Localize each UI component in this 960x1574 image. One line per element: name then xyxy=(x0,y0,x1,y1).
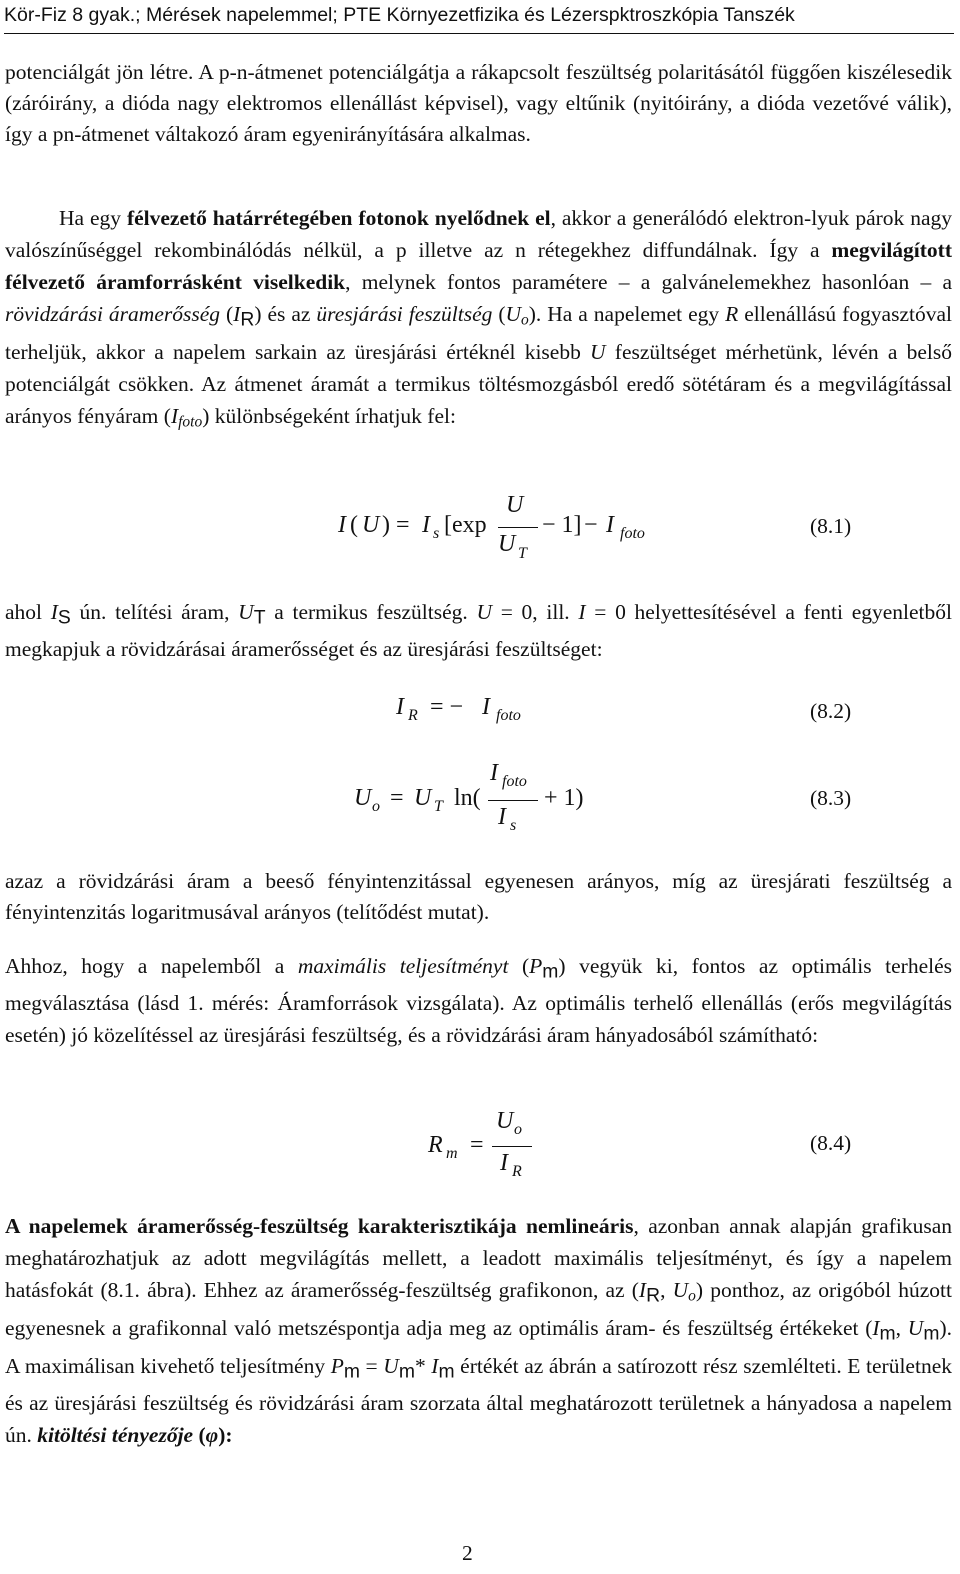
equation-number-8-1: (8.1) xyxy=(810,514,852,538)
paragraph-saturation-current: ahol IS ún. telítési áram, UT a termikus feszültség. U = 0, ill. I = 0 helyettesítésével a fenti egyenletből megkapjuk a rövidzárásai áramerősséget és az üresjárási feszültséget: xyxy=(5,600,952,662)
equation-number-8-3: (8.3) xyxy=(810,786,852,810)
equation-8-4: R m = U o I R xyxy=(424,1106,564,1188)
equation-8-2: I R = − I foto xyxy=(396,694,521,724)
paragraph-maximum-power: Ahhoz, hogy a napelemből a maximális teljesítményt (Pm) vegyük ki, fontos az optimális terhelés megválasztása (lásd 1. mérés: Áramforrások vizsgálata). Az optimális terhelő ellenállás (erős megvilágítás esetén) jó közelítéssel az üresjárási feszültség, és a rövidzárási áram hányadosából számítható: xyxy=(5,954,952,1048)
header-rule xyxy=(4,33,954,34)
running-header: Kör-Fiz 8 gyak.; Mérések napelemmel; PTE Környezetfizika és Lézerspktroszkópia Tanszék xyxy=(4,4,795,26)
page-number: 2 xyxy=(462,1541,473,1565)
paragraph-pn-junction: potenciálgát jön létre. A p-n-átmenet potenciálgátja a rákapcsolt feszültség polaritásától függően kiszélesedik (záróirány, a dióda nagy elektromos ellenállást képvisel), vagy eltűnik (nyitóirány, a dióda vezetővé válik), így a pn-átmenet váltakozó áram egyenirányítására alkalmas. xyxy=(5,60,952,146)
paragraph-characteristic: A napelemek áramerősség-feszültség karakterisztikája nemlineáris, azonban annak alapján grafikusan meghatározhatjuk az adott megvilágítás mellett, a leadott maximális teljesítményt, és így a napelem hatásfokát (8.1. ábra). Ehhez az áramerősség-feszültség grafikonon, az (IR, Uo) ponthoz, az origóból húzott egyenesnek a grafikonnal való metszéspontja adja meg az optimális áram- és feszültség értékeket (Im, Um). A maximálisan kivehető teljesítmény Pm = Um* Im értékét az ábrán a satírozott rész szemlélteti. E területnek és az üresjárási feszültség és rövidzárási áram szorzata által meghatározott területnek a hányadosa a napelem ún. kitöltési tényezője (φ): xyxy=(5,1214,952,1447)
equation-number-8-2: (8.2) xyxy=(810,699,852,723)
paragraph-photovoltaic: Ha egy félvezető határrétegében fotonok nyelődnek el, akkor a generálódó elektron-lyuk párok nagy valószínűséggel rekombinálódás nélkül, a p illetve az n rétegekhez diffundálnak. Így a megvilágított félvezető áramforrásként viselkedik, melynek fontos paramétere – a galvánelemekhez hasonlóan – a rövidzárási áramerősség (IR) és az üresjárási feszültség (Uo). Ha a napelemet egy R ellenállású fogyasztóval terheljük, akkor a napelem sarkain az üresjárási értéknél kisebb U feszültséget mérhetünk, lévén a belső potenciálgát csökken. Az átmenet áramát a termikus töltésmozgásból eredő sötétáram és a megvilágítással arányos fényáram (Ifoto) különbségeként írhatjuk fel: xyxy=(5,206,952,431)
equation-8-1: I ( U ) = I s [exp U U T − 1] − I foto xyxy=(338,492,645,562)
equation-number-8-4: (8.4) xyxy=(810,1131,852,1155)
paragraph-intensity-relation: azaz a rövidzárási áram a beeső fényintenzitással egyenesen arányos, míg az üresjárati feszültség a fényintenzitás logaritmusával arányos (telítődést mutat). xyxy=(5,869,952,924)
equation-8-3: U o = U T ln( I foto I s + 1) xyxy=(354,760,584,834)
